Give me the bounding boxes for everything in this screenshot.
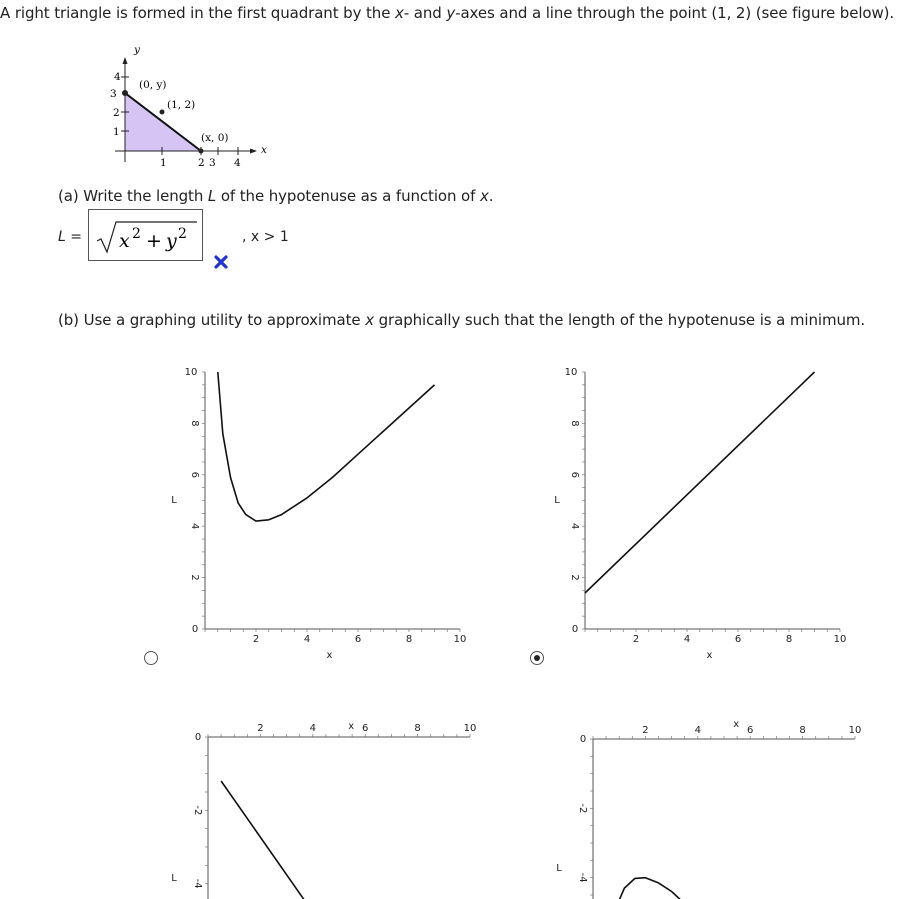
series-line xyxy=(585,372,815,593)
radio-option-1[interactable] xyxy=(144,651,158,665)
y-tick-label: 8 xyxy=(569,420,580,427)
radio-option-2[interactable] xyxy=(530,651,544,665)
y-axis-label: L xyxy=(171,495,177,506)
y-tick-label: 6 xyxy=(189,471,200,478)
x-tick-label: 8 xyxy=(799,725,806,736)
graph-option-1 xyxy=(160,360,480,665)
x-tick-label: 2 xyxy=(642,725,649,736)
x-tick-label: 10 xyxy=(453,634,467,645)
graph-option-4 xyxy=(545,705,875,899)
y-axis-label: L xyxy=(171,873,177,884)
y-tick-label: 0 xyxy=(191,624,199,635)
x-axis-label: x xyxy=(326,650,333,661)
series-line xyxy=(606,878,724,899)
y-tick-label: 6 xyxy=(569,471,580,478)
x-tick-label: 2 xyxy=(252,634,260,645)
y-tick-label: 0 xyxy=(571,624,579,635)
part-b-question: (b) Use a graphing utility to approximate x graphically such that the length of the hypotenuse is a minimum. xyxy=(58,311,866,329)
y-tick-label: -4 xyxy=(192,878,203,889)
svg-text:y: y xyxy=(166,230,177,252)
y-axis-label: L xyxy=(556,863,562,874)
x-tick-label: 4 xyxy=(683,634,691,645)
part-a-question: (a) Write the length L of the hypotenuse as a function of x. xyxy=(58,187,494,205)
answer-input-box[interactable] xyxy=(88,209,203,261)
figure-x-label: x xyxy=(261,144,267,156)
x-tick-label: 10 xyxy=(833,634,847,645)
point-1-2 xyxy=(160,110,165,115)
y-tick-label: 4 xyxy=(569,523,580,530)
x-tick-label: 8 xyxy=(785,634,793,645)
y-tick-label: 8 xyxy=(189,420,200,427)
series-line xyxy=(221,781,339,899)
answer-expression xyxy=(89,210,202,260)
triangle-figure xyxy=(105,40,275,175)
x-axis-label: x xyxy=(733,719,740,730)
svg-text:2: 2 xyxy=(132,226,141,242)
x-tick-label: 6 xyxy=(362,723,369,734)
y-tick-label: -2 xyxy=(192,805,203,816)
y-tick-label: 0 xyxy=(579,734,587,745)
x-tick-label: 4 xyxy=(303,634,311,645)
point-x-0-label: (x, 0) xyxy=(201,132,229,144)
point-1-2-label: (1, 2) xyxy=(167,99,196,111)
svg-text:3: 3 xyxy=(110,88,117,100)
y-tick-label: 4 xyxy=(189,523,200,530)
domain-text: , x > 1 xyxy=(242,229,289,245)
svg-text:4: 4 xyxy=(114,71,121,83)
x-tick-label: 2 xyxy=(632,634,640,645)
svg-text:1: 1 xyxy=(113,126,120,138)
svg-text:1: 1 xyxy=(160,157,167,169)
point-x-0 xyxy=(199,149,204,154)
x-tick-label: 8 xyxy=(414,723,421,734)
y-axis-label: L xyxy=(554,495,560,506)
svg-text:x: x xyxy=(119,230,130,252)
y-tick-label: 10 xyxy=(184,367,198,378)
x-tick-label: 4 xyxy=(694,725,701,736)
y-tick-label: 0 xyxy=(194,732,202,743)
incorrect-x-icon xyxy=(213,254,229,270)
graph-option-2 xyxy=(545,360,865,665)
x-tick-label: 2 xyxy=(257,723,264,734)
y-tick-label: -2 xyxy=(577,803,588,814)
y-tick-label: 2 xyxy=(569,574,580,581)
svg-text:2: 2 xyxy=(113,107,120,119)
x-tick-label: 8 xyxy=(405,634,413,645)
answer-label: L = xyxy=(58,229,82,245)
x-axis-label: x xyxy=(706,650,713,661)
svg-text:4: 4 xyxy=(234,157,241,169)
x-tick-label: 6 xyxy=(354,634,362,645)
x-axis-label: x xyxy=(348,721,355,732)
y-tick-label: 2 xyxy=(189,574,200,581)
y-tick-label: -4 xyxy=(577,872,588,883)
point-0-y-label: (0, y) xyxy=(139,79,167,91)
series-line xyxy=(218,372,435,521)
svg-text:2: 2 xyxy=(198,157,205,169)
x-tick-label: 6 xyxy=(734,634,742,645)
problem-intro: A right triangle is formed in the first quadrant by the x- and y-axes and a line through the point (1, 2) (see figure below). xyxy=(0,4,895,22)
x-tick-label: 6 xyxy=(747,725,754,736)
figure-y-label: y xyxy=(134,44,140,56)
x-tick-label: 4 xyxy=(309,723,316,734)
x-tick-label: 10 xyxy=(848,725,862,736)
x-tick-label: 10 xyxy=(463,723,477,734)
svg-text:3: 3 xyxy=(209,157,216,169)
y-tick-label: 10 xyxy=(564,367,578,378)
svg-text:+: + xyxy=(146,230,162,252)
point-0-y xyxy=(122,90,128,96)
graph-option-3 xyxy=(160,715,490,899)
svg-text:2: 2 xyxy=(178,226,187,242)
